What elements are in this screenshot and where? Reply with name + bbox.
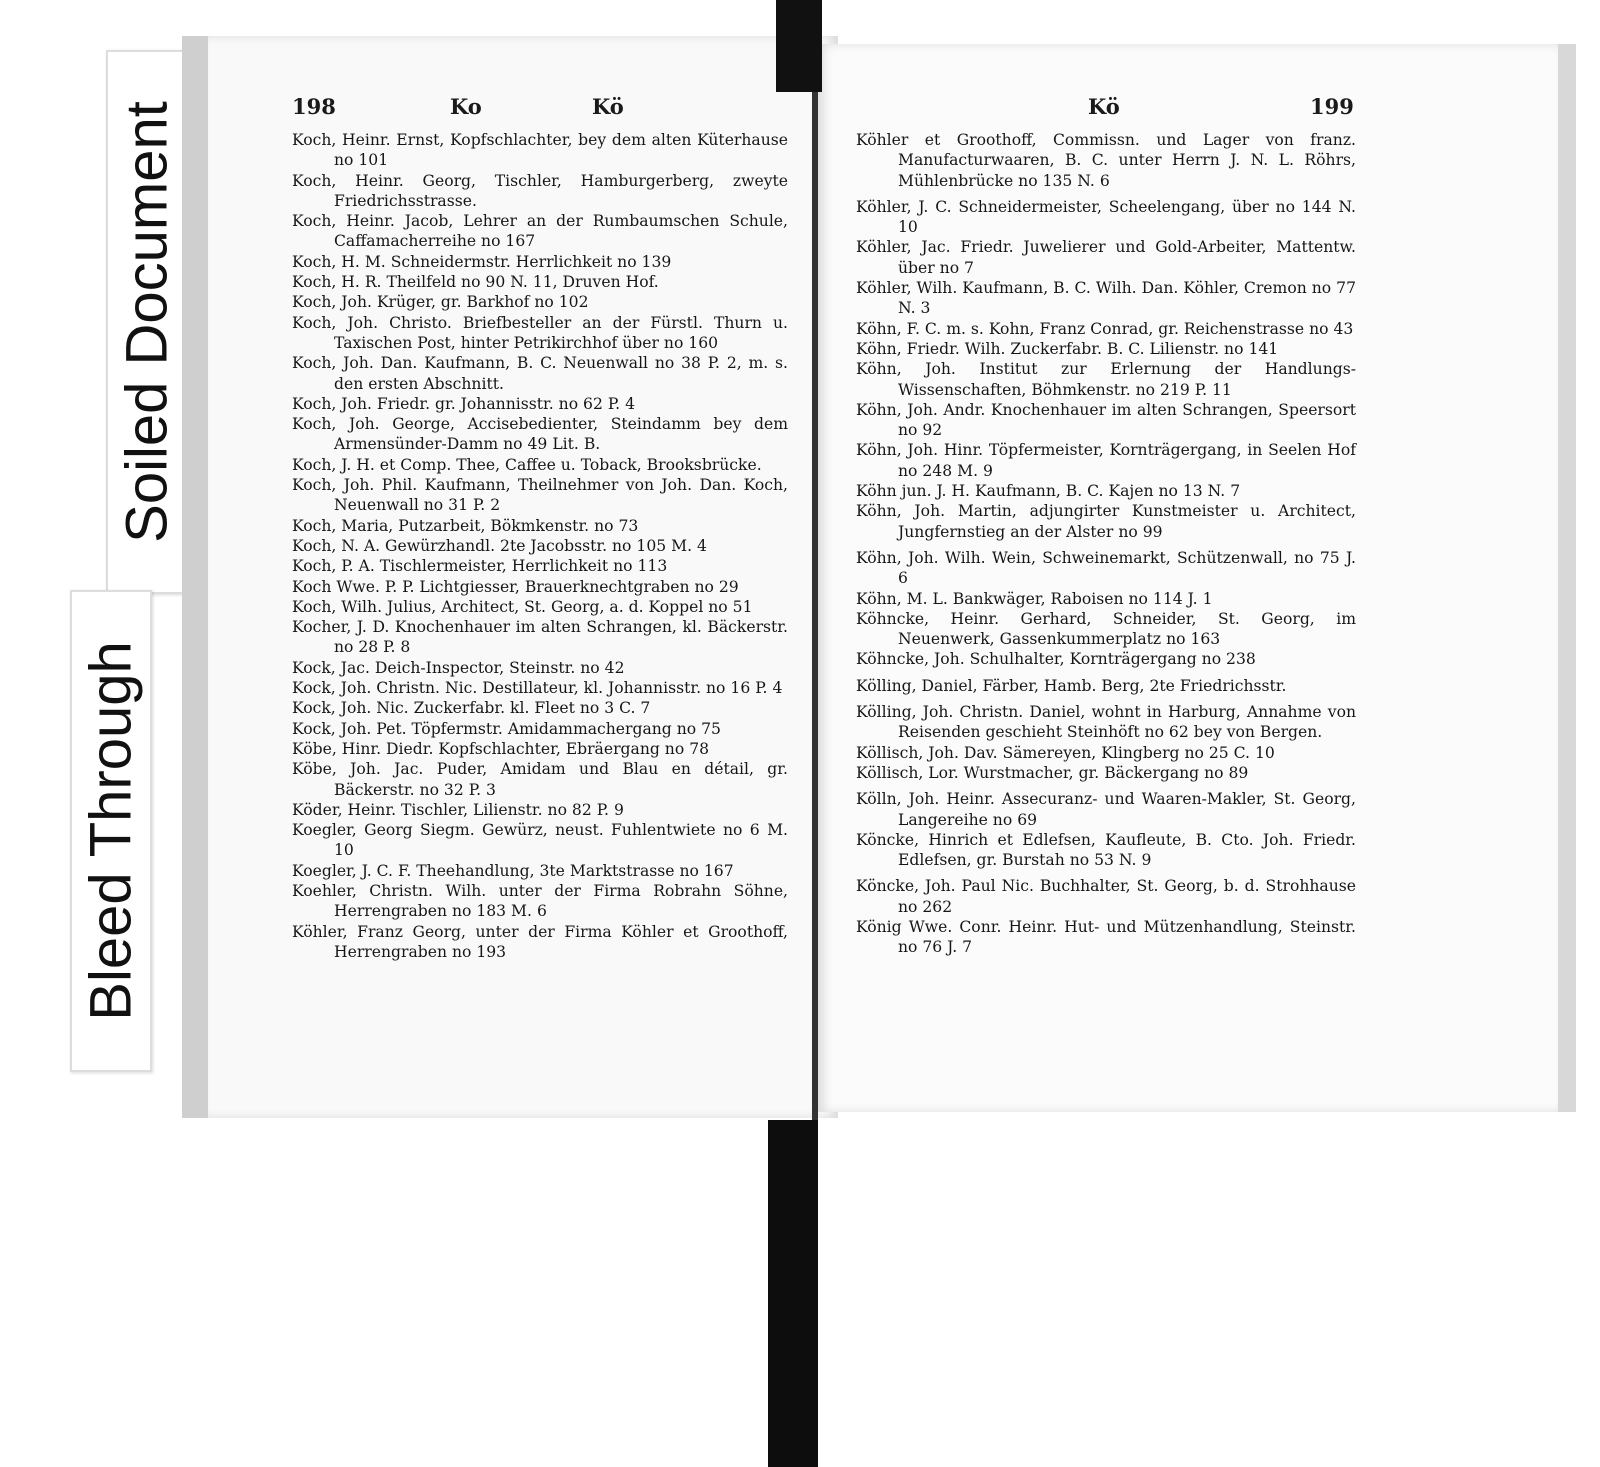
- directory-entry: Koch, H. R. Theilfeld no 90 N. 11, Druven Hof.: [292, 273, 659, 292]
- directory-entry: Koch, H. M. Schneidermstr. Herrlichkeit no 139: [292, 252, 672, 271]
- directory-entry: Köhn, Joh. Andr. Knochenhauer im alten Schrangen, Speersort no 92: [856, 400, 1356, 440]
- directory-entry: Köhler et Groothoff, Commissn. und Lager von franz. Manufacturwaaren, B. C. unter Herrn J. N. L. Röhrs, Mühlenbrücke no 135 N. 6: [856, 131, 1356, 190]
- directory-entry: Köhn jun. J. H. Kaufmann, B. C. Kajen no 13 N. 7: [856, 482, 1241, 501]
- soiled-document-label: [106, 50, 188, 594]
- left-entries: [292, 130, 788, 962]
- directory-entry: Koch, Wilh. Julius, Architect, St. Georg, a. d. Koppel no 51: [292, 597, 753, 616]
- left-header-ko: Ko: [450, 94, 482, 119]
- directory-entry: Köhler, Franz Georg, unter der Firma Köhler et Groothoff, Herrengraben no 193: [292, 922, 788, 961]
- directory-entry: Kölling, Joh. Christn. Daniel, wohnt in Harburg, Annahme von Reisenden geschieht Steinhöft no 62 bey von Bergen.: [856, 703, 1356, 742]
- directory-entry: Köhler, Jac. Friedr. Juwelierer und Gold-Arbeiter, Mattentw. über no 7: [856, 238, 1356, 277]
- left-header-koe: Kö: [592, 94, 624, 119]
- directory-entry: Köhn, F. C. m. s. Kohn, Franz Conrad, gr. Reichenstrasse no 43: [856, 319, 1354, 338]
- directory-entry: Köhn, Joh. Institut zur Erlernung der Handlungs-Wissenschaften, Böhmkenstr. no 219 P. 11: [856, 360, 1356, 399]
- directory-entry: Köhn, Joh. Martin, adjungirter Kunstmeister u. Architect, Jungfernstieg an der Alster no 99: [856, 502, 1356, 541]
- book-spine: [812, 34, 818, 1124]
- directory-entry: Köhncke, Heinr. Gerhard, Schneider, St. Georg, im Neuenwerk, Gassenkummerplatz no 163: [856, 609, 1356, 649]
- directory-entry: König Wwe. Conr. Heinr. Hut- und Mützenhandlung, Steinstr. no 76 J. 7: [856, 917, 1356, 957]
- directory-entry: Koch, P. A. Tischlermeister, Herrlichkeit no 113: [292, 557, 668, 576]
- directory-entry: Köncke, Joh. Paul Nic. Buchhalter, St. Georg, b. d. Strohhause no 262: [856, 877, 1356, 916]
- directory-entry: Koch, J. H. et Comp. Thee, Caffee u. Toback, Brooksbrücke.: [292, 455, 762, 474]
- directory-entry: Koch Wwe. P. P. Lichtgiesser, Brauerknechtgraben no 29: [292, 577, 739, 596]
- right-page-number: 199: [1310, 94, 1354, 119]
- directory-entry: Köhncke, Joh. Schulhalter, Kornträgergang no 238: [856, 650, 1256, 669]
- right-entries: [856, 130, 1356, 958]
- directory-entry: Kock, Joh. Pet. Töpfermstr. Amidammachergang no 75: [292, 719, 721, 738]
- directory-entry: Koch, Heinr. Georg, Tischler, Hamburgerberg, zweyte Friedrichsstrasse.: [292, 171, 788, 210]
- directory-entry: Kölling, Daniel, Färber, Hamb. Berg, 2te Friedrichsstr.: [856, 676, 1287, 695]
- directory-entry: Koch, Joh. Christo. Briefbesteller an der Fürstl. Thurn u. Taxischen Post, hinter Petrikirchhof über no 160: [292, 313, 788, 352]
- directory-entry: Kock, Joh. Nic. Zuckerfabr. kl. Fleet no 3 C. 7: [292, 699, 651, 718]
- directory-entry: Köllisch, Lor. Wurstmacher, gr. Bäckergang no 89: [856, 763, 1249, 782]
- directory-entry: Koch, Joh. Dan. Kaufmann, B. C. Neuenwall no 38 P. 2, m. s. den ersten Abschnitt.: [292, 354, 788, 393]
- directory-entry: Köncke, Hinrich et Edlefsen, Kaufleute, B. Cto. Joh. Friedr. Edlefsen, gr. Burstah no 53 N. 9: [856, 830, 1356, 870]
- directory-entry: Köhn, M. L. Bankwäger, Raboisen no 114 J. 1: [856, 589, 1213, 608]
- directory-entry: Koch, Heinr. Ernst, Kopfschlachter, bey dem alten Küterhause no 101: [292, 131, 788, 170]
- directory-entry: Köbe, Joh. Jac. Puder, Amidam und Blau en détail, gr. Bäckerstr. no 32 P. 3: [292, 760, 788, 799]
- directory-entry: Kocher, J. D. Knochenhauer im alten Schrangen, kl. Bäckerstr. no 28 P. 8: [292, 618, 788, 657]
- directory-entry: Koch, Joh. Phil. Kaufmann, Theilnehmer von Joh. Dan. Koch, Neuenwall no 31 P. 2: [292, 476, 788, 515]
- soiled-document-text: Soiled Document: [114, 101, 180, 543]
- directory-entry: Kölln, Joh. Heinr. Assecuranz- und Waaren-Makler, St. Georg, Langereihe no 69: [856, 790, 1356, 829]
- directory-entry: Koehler, Christn. Wilh. unter der Firma Robrahn Söhne, Herrengraben no 183 M. 6: [292, 881, 788, 921]
- directory-entry: Koch, Heinr. Jacob, Lehrer an der Rumbaumschen Schule, Caffamacherreihe no 167: [292, 212, 788, 251]
- directory-entry: Koch, Joh. George, Accisebedienter, Steindamm bey dem Armensünder-Damm no 49 Lit. B.: [292, 415, 788, 454]
- directory-entry: Köhler, Wilh. Kaufmann, B. C. Wilh. Dan. Köhler, Cremon no 77 N. 3: [856, 279, 1356, 318]
- directory-entry: Köbe, Hinr. Diedr. Kopfschlachter, Ebräergang no 78: [292, 739, 710, 758]
- directory-entry: Köhn, Friedr. Wilh. Zuckerfabr. B. C. Lilienstr. no 141: [856, 339, 1279, 358]
- directory-entry: Koch, Maria, Putzarbeit, Bökmkenstr. no 73: [292, 516, 639, 535]
- directory-entry: Köhn, Joh. Hinr. Töpfermeister, Kornträgergang, in Seelen Hof no 248 M. 9: [856, 441, 1356, 480]
- directory-entry: Koch, Joh. Krüger, gr. Barkhof no 102: [292, 293, 589, 312]
- left-page-number: 198: [292, 94, 336, 119]
- directory-entry: Koegler, J. C. F. Theehandlung, 3te Marktstrasse no 167: [292, 861, 734, 880]
- right-header-koe: Kö: [1088, 94, 1120, 119]
- directory-entry: Köhn, Joh. Wilh. Wein, Schweinemarkt, Schützenwall, no 75 J. 6: [856, 548, 1356, 588]
- directory-entry: Kock, Jac. Deich-Inspector, Steinstr. no 42: [292, 658, 625, 677]
- directory-entry: Köllisch, Joh. Dav. Sämereyen, Klingberg no 25 C. 10: [856, 743, 1275, 762]
- bleed-through-text: Bleed Through: [78, 641, 144, 1021]
- directory-entry: Koch, N. A. Gewürzhandl. 2te Jacobsstr. no 105 M. 4: [292, 536, 707, 555]
- directory-entry: Köhler, J. C. Schneidermeister, Scheelengang, über no 144 N. 10: [856, 197, 1356, 237]
- bleed-through-label: [70, 590, 152, 1072]
- directory-entry: Koegler, Georg Siegm. Gewürz, neust. Fuhlentwiete no 6 M. 10: [292, 821, 788, 860]
- directory-entry: Koch, Joh. Friedr. gr. Johannisstr. no 62 P. 4: [292, 394, 635, 413]
- clip-bottom: [768, 1120, 818, 1467]
- clip-top: [776, 0, 822, 92]
- directory-entry: Kock, Joh. Christn. Nic. Destillateur, kl. Johannisstr. no 16 P. 4: [292, 679, 783, 698]
- directory-entry: Köder, Heinr. Tischler, Lilienstr. no 82 P. 9: [292, 800, 624, 819]
